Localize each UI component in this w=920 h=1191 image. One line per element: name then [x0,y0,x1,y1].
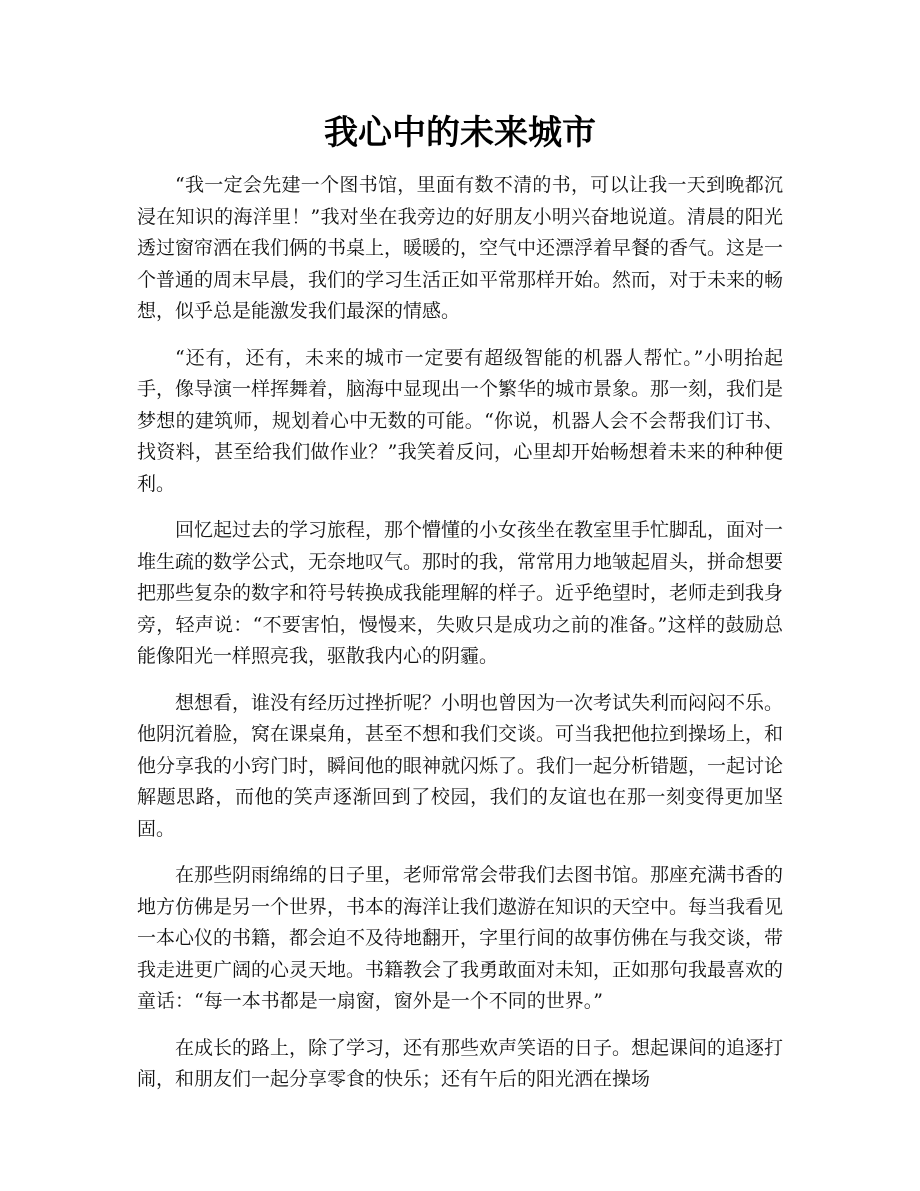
paragraph: 回忆起过去的学习旅程，那个懵懂的小女孩坐在教室里手忙脚乱，面对一堆生疏的数学公式，无奈地叹气。那时的我，常常用力地皱起眉头，拼命想要把那些复杂的数字和符号转换成我能理解的样子。近乎绝望时，老师走到我身旁，轻声说：“不要害怕，慢慢来，失败只是成功之前的准备。”这样的鼓励总能像阳光一样照亮我，驱散我内心的阴霾。 [137,519,784,667]
paragraph: “还有，还有，未来的城市一定要有超级智能的机器人帮忙。”小明抬起手，像导演一样挥舞着，脑海中显现出一个繁华的城市景象。那一刻，我们是梦想的建筑师，规划着心中无数的可能。“你说，机器人会不会帮我们订书、找资料，甚至给我们做作业？”我笑着反问，心里却开始畅想着未来的种种便利。 [137,346,784,495]
article-body [137,170,783,1111]
paragraph: 想想看，谁没有经历过挫折呢？小明也曾因为一次考试失利而闷闷不乐。他阴沉着脸，窝在课桌角，甚至不想和我们交谈。可当我把他拉到操场上，和他分享我的小窍门时，瞬间他的眼神就闪烁了。我们一起分析错题，一起讨论解题思路，而他的笑声逐渐回到了校园，我们的友谊也在那一刻变得更加坚固。 [137,691,784,840]
page-title: 我心中的未来城市 [324,113,596,153]
paragraph: 在成长的路上，除了学习，还有那些欢声笑语的日子。想起课间的追逐打闹，和朋友们一起分享零食的快乐；还有午后的阳光洒在操场 [137,1036,784,1090]
paragraph: “我一定会先建一个图书馆，里面有数不清的书，可以让我一天到晚都沉浸在知识的海洋里！”我对坐在我旁边的好朋友小明兴奋地说道。清晨的阳光透过窗帘洒在我们俩的书桌上，暖暖的，空气中还漂浮着早餐的香气。这是一个普通的周末早晨，我们的学习生活正如平常那样开始。然而，对于未来的畅想，似乎总是能激发我们最深的情感。 [137,174,784,322]
paragraph: 在那些阴雨绵绵的日子里，老师常常会带我们去图书馆。那座充满书香的地方仿佛是另一个世界，书本的海洋让我们遨游在知识的天空中。每当我看见一本心仪的书籍，都会迫不及待地翻开，字里行间的故事仿佛在与我交谈，带我走进更广阔的心灵天地。书籍教会了我勇敢面对未知，正如那句我最喜欢的童话：“每一本书都是一扇窗，窗外是一个不同的世界。” [137,864,784,1012]
